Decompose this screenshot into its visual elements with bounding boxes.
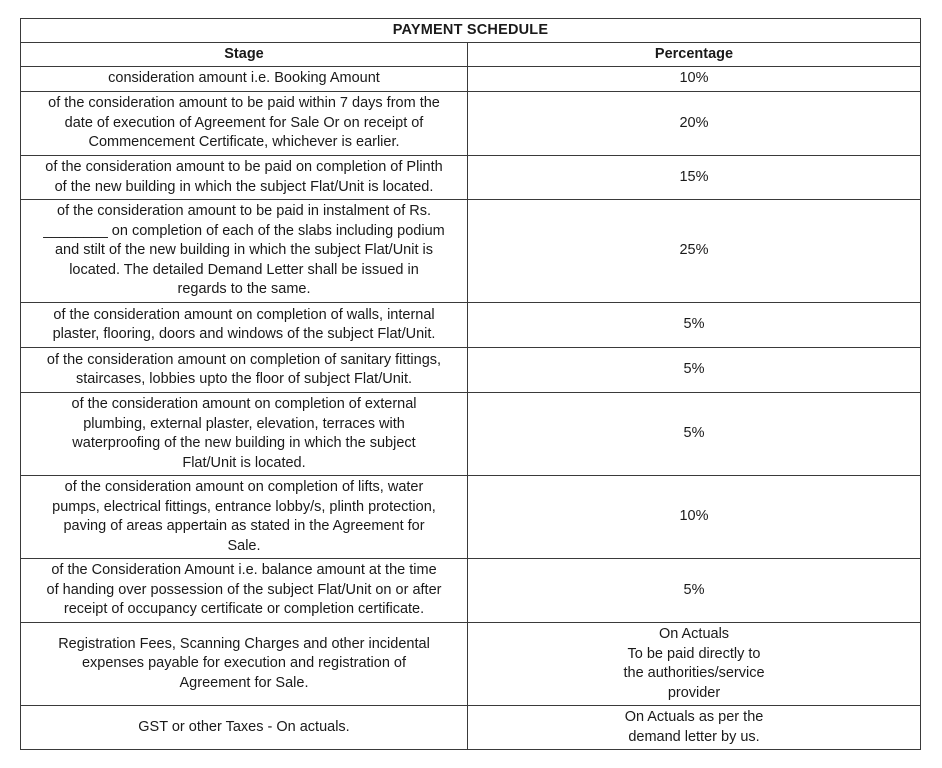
stage-cell: of the consideration amount on completion of external plumbing, external plaster, elevation, terraces with waterproofing of the new building in which the subject Flat/Unit is located. bbox=[21, 393, 468, 476]
table-row bbox=[21, 348, 921, 393]
percentage-cell: On Actuals as per the demand letter by us. bbox=[468, 706, 921, 750]
stage-cell: consideration amount i.e. Booking Amount bbox=[21, 67, 468, 92]
percentage-cell: 10% bbox=[468, 67, 921, 92]
percentage-cell: 20% bbox=[468, 92, 921, 156]
table-row bbox=[21, 67, 921, 92]
table-row bbox=[21, 303, 921, 348]
percentage-cell: 5% bbox=[468, 303, 921, 348]
payment-schedule-table bbox=[20, 18, 921, 750]
title-row bbox=[21, 19, 921, 43]
header-row bbox=[21, 43, 921, 67]
stage-column-header: Stage bbox=[21, 43, 468, 67]
percentage-cell: 5% bbox=[468, 348, 921, 393]
table-row bbox=[21, 92, 921, 156]
stage-cell: Registration Fees, Scanning Charges and other incidental expenses payable for execution and registration of Agreement for Sale. bbox=[21, 623, 468, 706]
percentage-cell: 10% bbox=[468, 476, 921, 559]
stage-cell: of the consideration amount on completion of lifts, water pumps, electrical fittings, entrance lobby/s, plinth protection, paving of areas appertain as stated in the Agreement for Sale. bbox=[21, 476, 468, 559]
stage-cell: of the consideration amount to be paid on completion of Plinth of the new building in which the subject Flat/Unit is located. bbox=[21, 156, 468, 200]
percentage-cell: 25% bbox=[468, 200, 921, 303]
percentage-column-header: Percentage bbox=[468, 43, 921, 67]
percentage-cell: 5% bbox=[468, 393, 921, 476]
stage-cell: of the consideration amount on completion of sanitary fittings, staircases, lobbies upto the floor of subject Flat/Unit. bbox=[21, 348, 468, 393]
table-row bbox=[21, 200, 921, 303]
table-row bbox=[21, 393, 921, 476]
percentage-cell: 15% bbox=[468, 156, 921, 200]
stage-cell: GST or other Taxes - On actuals. bbox=[21, 706, 468, 750]
stage-cell: of the consideration amount to be paid in instalment of Rs. ________ on completion of each of the slabs including podium and stilt of the new building in which the subject Flat/Unit is located. The detailed Demand Letter shall be issued in regards to the same. bbox=[21, 200, 468, 303]
stage-cell: of the consideration amount to be paid within 7 days from the date of execution of Agreement for Sale Or on receipt of Commencement Certificate, whichever is earlier. bbox=[21, 92, 468, 156]
table-row bbox=[21, 623, 921, 706]
table-row bbox=[21, 476, 921, 559]
payment-schedule-container bbox=[20, 18, 920, 750]
table-row bbox=[21, 706, 921, 750]
table-row bbox=[21, 156, 921, 200]
percentage-cell: 5% bbox=[468, 559, 921, 623]
stage-cell: of the consideration amount on completion of walls, internal plaster, flooring, doors and windows of the subject Flat/Unit. bbox=[21, 303, 468, 348]
stage-cell: of the Consideration Amount i.e. balance amount at the time of handing over possession of the subject Flat/Unit on or after receipt of occupancy certificate or completion certificate. bbox=[21, 559, 468, 623]
table-title: PAYMENT SCHEDULE bbox=[21, 19, 921, 43]
percentage-cell: On Actuals To be paid directly to the authorities/service provider bbox=[468, 623, 921, 706]
table-row bbox=[21, 559, 921, 623]
